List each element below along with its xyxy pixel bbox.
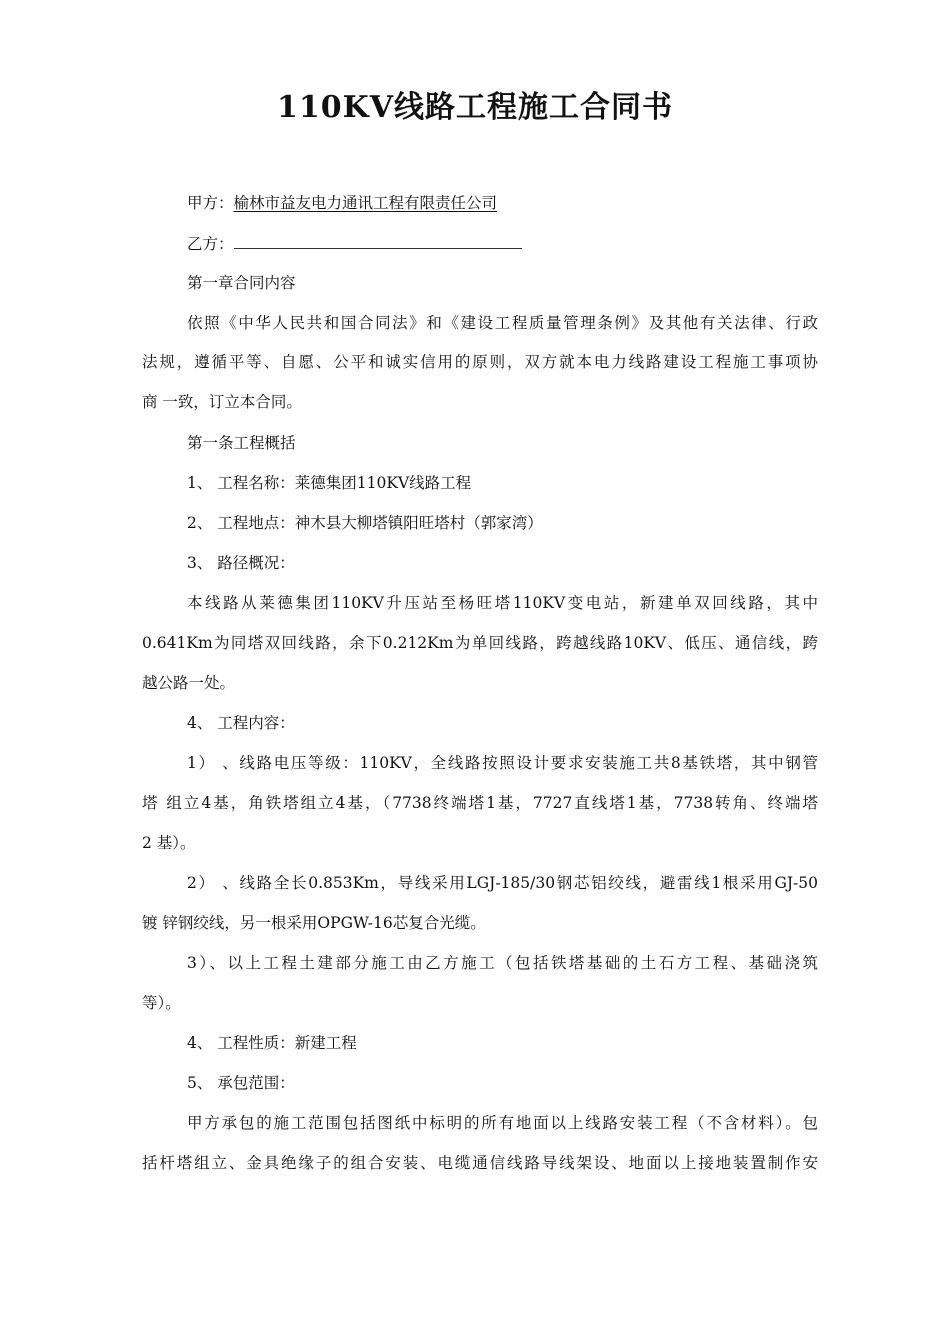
sub1-line-3: 2 基）。 [142, 834, 196, 852]
item-project-nature: 4、 工程性质：新建工程 [187, 1034, 357, 1052]
party-b-label: 乙方： [187, 235, 234, 253]
party-b-line [187, 232, 522, 256]
party-b-blank [234, 234, 522, 249]
item-project-name: 1、 工程名称：莱德集团110KV线路工程 [187, 474, 472, 492]
sub3-line-2: 等）。 [142, 994, 181, 1012]
item-project-location: 2、 工程地点：神木县大柳塔镇阳旺塔村（郭家湾） [187, 514, 543, 532]
scope-line-2: 括杆塔组立、金具绝缘子的组合安装、电缆通信线路导线架设、地面以上接地装置制作安 [142, 1154, 818, 1172]
route-line-1: 本线路从莱德集团110KV升压站至杨旺塔110KV变电站，新建单双回线路，其中 [187, 594, 818, 612]
scope-line-1: 甲方承包的施工范围包括图纸中标明的所有地面以上线路安装工程（不含材料）。包 [187, 1114, 818, 1132]
sub2-line-1: 2） 、线路全长0.853Km，导线采用LGJ-185/30钢芯铝绞线，避雷线1根采用GJ-50 [187, 874, 818, 892]
intro-line-1: 依照《中华人民共和国合同法》和《建设工程质量管理条例》及其他有关法律、行政 [187, 314, 818, 332]
sub2-line-2: 镀 锌钢绞线，另一根采用OPGW-16芯复合光缆。 [142, 914, 486, 932]
item-contract-scope: 5、 承包范围： [187, 1074, 295, 1092]
intro-line-2: 法规，遵循平等、自愿、公平和诚实信用的原则，双方就本电力线路建设工程施工事项协 [142, 353, 818, 371]
intro-line-3: 商 一致，订立本合同。 [142, 393, 302, 411]
sub1-line-1: 1） 、线路电压等级：110KV，全线路按照设计要求安装施工共8基铁塔，其中钢管 [187, 754, 818, 772]
article-heading: 第一条工程概括 [187, 434, 296, 452]
chapter-heading: 第一章合同内容 [187, 274, 296, 292]
document-title: 110KV线路工程施工合同书 [277, 90, 673, 125]
route-line-2: 0.641Km为同塔双回线路，余下0.212Km为单回线路，跨越线路10KV、低压、通信线，跨 [142, 634, 818, 652]
route-line-3: 越公路一处。 [142, 674, 236, 692]
item-route-overview: 3、 路径概况： [187, 554, 295, 572]
item-project-content: 4、 工程内容： [187, 714, 295, 732]
sub3-line-1: 3）、以上工程土建部分施工由乙方施工（包括铁塔基础的土石方工程、基础浇筑 [187, 954, 818, 972]
party-a-label: 甲方： [187, 194, 234, 212]
party-a-line [187, 191, 497, 215]
sub1-line-2: 塔 组立4基，角铁塔组立4基，（7738终端塔1基，7727直线塔1基，7738转角、终端塔 [142, 794, 818, 812]
party-a-name: 榆林市益友电力通讯工程有限责任公司 [233, 194, 498, 212]
